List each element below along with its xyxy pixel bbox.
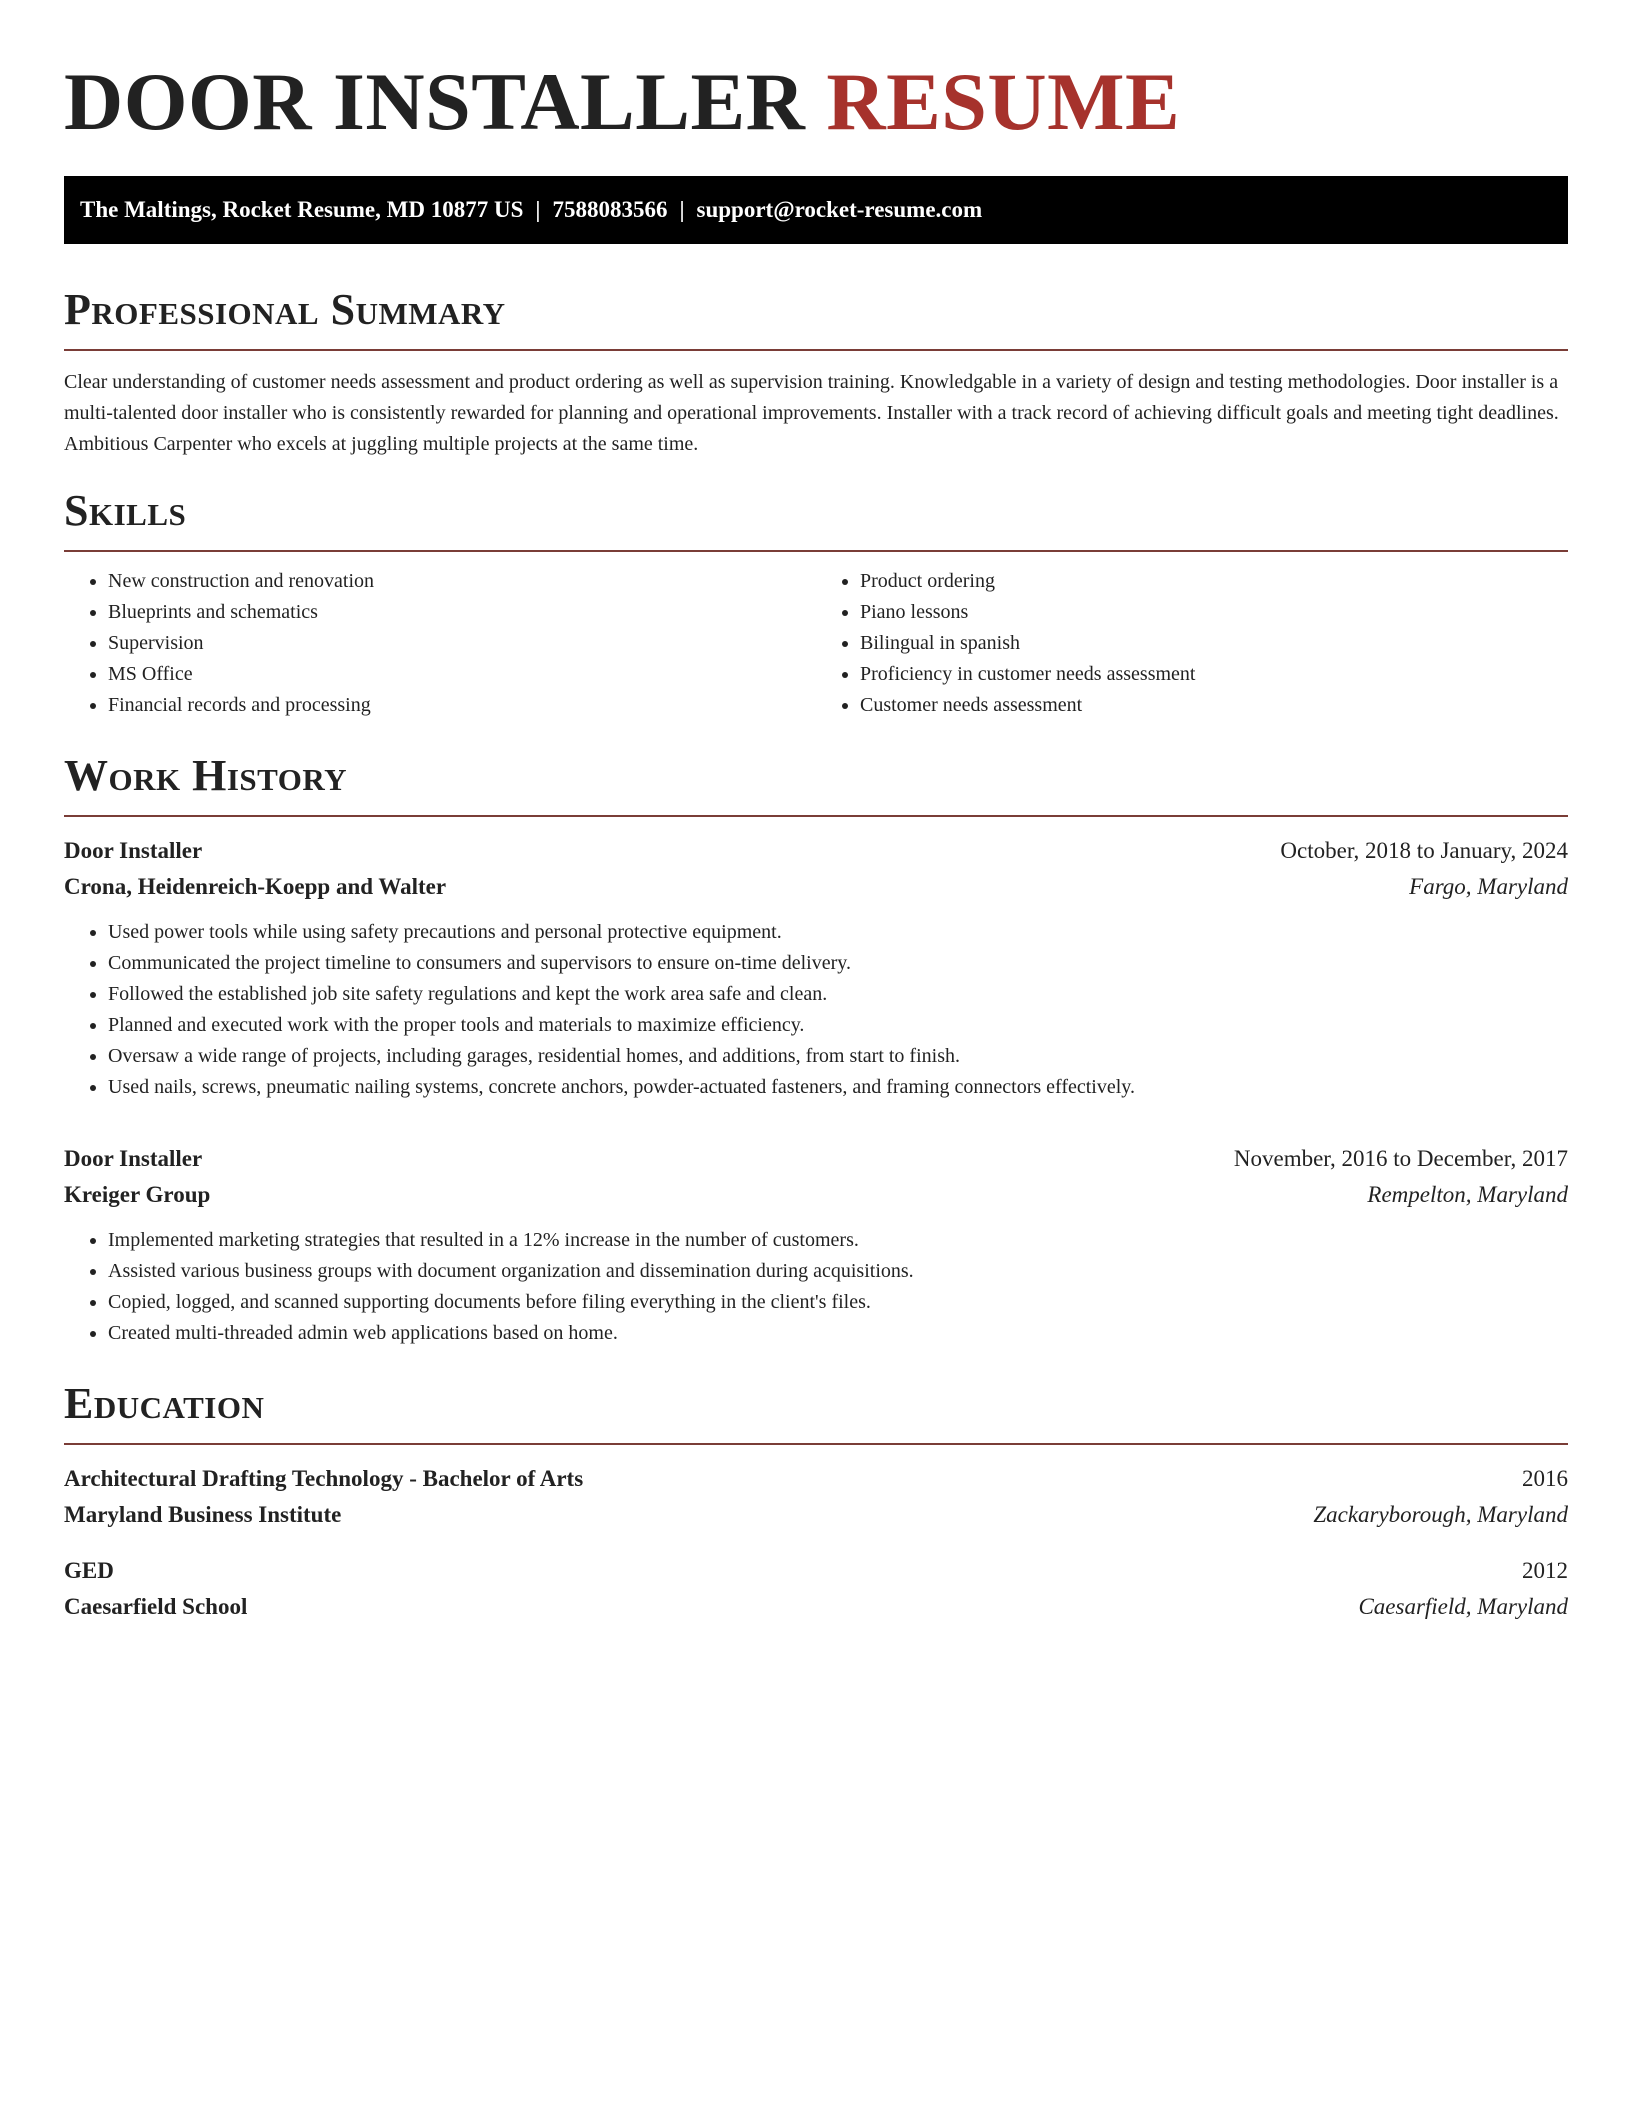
education-school-row: [64, 1497, 1568, 1533]
skill-item: • Bilingual in spanish: [860, 628, 1568, 659]
resume-page: [64, 0, 1568, 1625]
skill-item: • Proficiency in customer needs assessment: [860, 659, 1568, 690]
job-company-row: [64, 869, 1568, 905]
job-dates: November, 2016 to December, 2017: [1233, 1146, 1568, 1171]
title-accent: RESUME: [826, 56, 1181, 147]
job-bullet: • Communicated the project timeline to consumers and supervisors to ensure on-time delivery.: [108, 948, 1568, 979]
job-location: Rempelton, Maryland: [1367, 1182, 1568, 1207]
skill-item: • Supervision: [108, 628, 816, 659]
education-location: Caesarfield, Maryland: [1358, 1594, 1568, 1619]
job-header-row: [64, 1141, 1568, 1177]
job-bullets: [64, 1225, 1568, 1349]
job-company: Crona, Heidenreich-Koepp and Walter: [64, 874, 447, 899]
skills-column-right: [816, 566, 1568, 721]
education-degree: GED: [64, 1558, 114, 1583]
education-school-row: [64, 1589, 1568, 1625]
job-bullet: • Assisted various business groups with document organization and dissemination during acquisitions.: [108, 1256, 1568, 1287]
skill-item: • Blueprints and schematics: [108, 597, 816, 628]
skill-item: • New construction and renovation: [108, 566, 816, 597]
contact-address: The Maltings, Rocket Resume, MD 10877 US: [80, 197, 524, 222]
job-title: Door Installer: [64, 838, 203, 863]
section-divider: [64, 1443, 1568, 1445]
education-school: Maryland Business Institute: [64, 1502, 342, 1527]
skill-item: • Product ordering: [860, 566, 1568, 597]
job-title: Door Installer: [64, 1146, 203, 1171]
skill-item: • Customer needs assessment: [860, 690, 1568, 721]
job-entry: [64, 833, 1568, 1103]
education-school: Caesarfield School: [64, 1594, 248, 1619]
job-location: Fargo, Maryland: [1409, 874, 1568, 899]
section-divider: [64, 550, 1568, 552]
job-bullet: • Used nails, screws, pneumatic nailing systems, concrete anchors, powder-actuated fasteners, and framing connectors effectively.: [108, 1072, 1568, 1103]
education-section: [64, 1379, 1568, 1625]
education-location: Zackaryborough, Maryland: [1313, 1502, 1568, 1527]
job-bullet: • Followed the established job site safety regulations and kept the work area safe and clean.: [108, 979, 1568, 1010]
section-divider: [64, 349, 1568, 351]
job-entry: [64, 1141, 1568, 1349]
job-bullets: [64, 917, 1568, 1103]
contact-separator: |: [535, 197, 541, 222]
education-entry: [64, 1461, 1568, 1533]
contact-email: support@rocket-resume.com: [696, 197, 983, 222]
skill-item: • MS Office: [108, 659, 816, 690]
skills-column-left: [64, 566, 816, 721]
education-degree-row: [64, 1553, 1568, 1589]
summary-section: [64, 285, 1568, 460]
job-header-row: [64, 833, 1568, 869]
job-bullet: • Used power tools while using safety precautions and personal protective equipment.: [108, 917, 1568, 948]
summary-text: Clear understanding of customer needs assessment and product ordering as well as supervision training. Knowledgable in a variety of design and testing methodologies. Door installer is a multi-talented door installer who is consistently rewarded for planning and operational improvements. Installer with a track record of achieving difficult goals and meeting tight deadlines. Ambitious Carpenter who excels at juggling multiple projects at the same time.: [64, 371, 1559, 455]
resume-title: [64, 0, 1568, 148]
work-history-section: [64, 751, 1568, 1349]
job-dates: October, 2018 to January, 2024: [1280, 838, 1568, 863]
job-bullet: • Planned and executed work with the proper tools and materials to maximize efficiency.: [108, 1010, 1568, 1041]
education-heading: Education: [64, 1379, 265, 1428]
education-entry: [64, 1553, 1568, 1625]
education-degree: Architectural Drafting Technology - Bachelor of Arts: [64, 1466, 584, 1491]
education-year: 2012: [1522, 1558, 1568, 1583]
work-history-heading: Work History: [64, 751, 348, 800]
summary-heading: Professional Summary: [64, 285, 506, 334]
job-bullet: • Oversaw a wide range of projects, including garages, residential homes, and additions, from start to finish.: [108, 1041, 1568, 1072]
contact-separator: |: [679, 197, 685, 222]
contact-phone: 7588083566: [552, 197, 668, 222]
title-main: DOOR INSTALLER: [64, 56, 806, 147]
education-year: 2016: [1522, 1466, 1568, 1491]
job-bullet: • Copied, logged, and scanned supporting documents before filing everything in the client's files.: [108, 1287, 1568, 1318]
job-bullet: • Implemented marketing strategies that resulted in a 12% increase in the number of customers.: [108, 1225, 1568, 1256]
skills-list: [64, 566, 1568, 721]
skill-item: • Piano lessons: [860, 597, 1568, 628]
skill-item: • Financial records and processing: [108, 690, 816, 721]
education-degree-row: [64, 1461, 1568, 1497]
job-bullet: • Created multi-threaded admin web applications based on home.: [108, 1318, 1568, 1349]
skills-heading: Skills: [64, 486, 187, 535]
job-company: Kreiger Group: [64, 1182, 211, 1207]
section-divider: [64, 815, 1568, 817]
skills-section: [64, 486, 1568, 721]
contact-bar: [64, 176, 1568, 244]
job-company-row: [64, 1177, 1568, 1213]
